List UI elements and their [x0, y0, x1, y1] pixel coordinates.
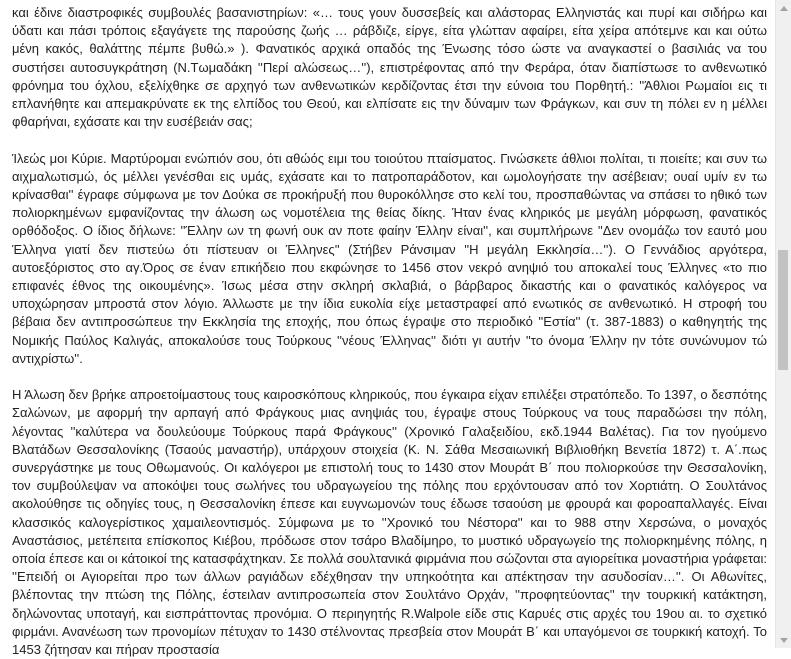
paragraph-2: Ίλεώς μοι Κύριε. Μαρτύρομαι ενώπιόν σου, ότι αθώός ειμι του τοιούτου πταίσματος. Γινώσκετε άθλιοι πολίται, τι ποιείτε; και συν τω αιχμαλωτισμώ, ός μέλλει γενέσθαι εις υμάς, εχάσατε και το πατροπαράδοτον, και ωμολογήσατε την ασέβειαν; ουαί υμίν εν τω κρίνασθαι'' έγραφε σύμφωνα με τον Δούκα σε προκήρυξή που θυροκόλλησε στο κελί του, προσπαθώντας να σπάσει το ηθικό των πολιορκημένων εμφανίζοντας την άλωση ως νομοτέλεια της θείας δίκης. Ήταν ένας κληρικός με μεγάλη μόρφωση, φανατικός ορθόδοξος. Ο ίδιος δήλωνε: ''Έλλην ων τη φωνή ουκ αν ποτε φαίην Έλλην είναι'', και συμπλήρωνε ''Δεν ονομάζω τον εαυτό μου Έλληνα γιατί δεν πιστεύω ότι πίστευαν οι Έλληνες'' (Στήβεν Ράνσιμαν ''Η μεγάλη Εκκλησία…''). Ο Γεννάδιος αργότερα, αυτοεξόριστος στο αγ.Όρος σε έναν επικήδειο που εκφώνησε το 1456 στον νεκρό ανηψιό του αποκαλεί τους Έλληνες «το πιο επιφανές έθνος της οικουμένης». Ίσως μέσα στην σκληρή σκλαβιά, ο βάρβαρος δικαστής και ο φανατικός καλόγερος να υποχώρησαν μπροστά στον λόγιο. Άλλωστε με την ίδια ευκολία είχε μεταστραφεί από ενωτικός σε ανθενωτικό. Η στροφή του βέβαια δεν αντιπροσώπευε την Εκκλησία της εποχής, που όπως έγραψε στο περιοδικό ''Εστία'' (τ. 387-1883) ο καθηγητής της Νομικής Παύλος Καλιγάς, αποκαλούσε τους Τούρκους ''νέους Έλληνας'' διότι γι αυτήν ''το όνομα Έλλην ην τότε συνώνυμον τώ αντιχρίστω''.	[12, 150, 767, 366]
scrollbar-thumb[interactable]	[778, 250, 788, 370]
paragraph-1: και έδινε διαστροφικές συμβουλές βασανιστηρίων: «… τους γουν δυσσεβείς και αλάστορας Ελληνιστάς και πυρί και σιδήρω και ύδατι και πάσι τρόποις εξαγάγετε της παρούσης ζωής … ράβδιζε, είργε, είτα γλώτταν αφαίρει, είτα χείρα απότεμνε και και ούτω μένη κακός, θαλάττης πέμπε βυθώ.» ). Φανατικός αρχικά οπαδός της Ένωσης τόσο ώστε να αναγκαστεί ο βασιλιάς να του συστήσει αυτοσυγκράτηση (Ν.Τωμαδάκη ''Περί αλώσεως…''), επιστρέφοντας από την Φεράρα, όταν διαπίστωσε το ανθενωτικό φρόνημα του όχλου, εξελίχθηκε σε αρχηγό των ανθενωτικών κερδίζοντας έτσι την εύνοια του Πορθητή.: ''Άθλιοι Ρωμαίοι εις τι επλανήθητε και απεμακρύνατε εκ της ελπίδος του Θεού, και ελπίσατε εις την δύναμιν των Φράγκων, και συν τη πόλει εν η μέλλει φθαρήναι, εχάσατε και την ευσέβειάν σας;	[12, 5, 767, 130]
vertical-scrollbar[interactable]	[775, 0, 791, 648]
scroll-up-button[interactable]	[776, 0, 791, 16]
chevron-down-icon	[780, 638, 788, 643]
paragraph-3: Η Άλωση δεν βρήκε απροετοίμαστους τους καιροσκόπους κληρικούς, που έγκαιρα είχαν επιλέξει στρατόπεδο. Το 1397, ο δεσπότης Σαλώνων, με αφορμή την αρπαγή από Φράγκους μιας ανηψιάς του, έγραψε στους Τούρκους να τους παραδώσει την πόλη, λέγοντας ''καλύτερα να δουλεύουμε Τούρκους παρά Φράγκους'' (Χρονικό Γαλαξειδίου, εκδ.1944 Βαλέτας). Για τον ηγούμενο Βλατάδων Θεσσαλονίκης (Τσαούς μαναστήρ), υπάρχουν στοιχεία (Κ. Ν. Σάθα Μεσαιωνική Βιβλιοθήκη Βενετία 1872) τ. Α΄.πως συνεργάστηκε με τους Οθωμανούς. Οι καλόγεροι με επιστολή τους το 1430 στον Μουράτ Β΄ που πολιορκούσε την Θεσσαλονίκη, τον συμβούλεψαν να αποκόψει τους σωλήνες του υδραγωγείου της πόλης που ερχόντουσαν από τον Χορτιάτη. Ο Σουλτάνος ακολούθησε τις οδηγίες τους, η Θεσσαλονίκη έπεσε και ευγνωμονών τους έδωσε τσαούση με φρουρά και φοροαπαλλαγές. Είναι κλασσικός καλογερίστικος χαμαιλεοντισμός. Σύμφωνα με το ''Χρονικό του Νέστορα'' και το 988 στην Χερσώνα, ο μοναχός Αναστάσιος, μετέπειτα επίσκοπος Κιέβου, πρόδωσε στον τσάρο Βλαδίμηρο, το μυστικό υδραγωγείο της πολιορκημένης πόλης, η οποία έπεσε και οι κάτοικοί της κατασφάχτηκαν. Σε πολλά σουλτανικά φιρμάνια που σώζονται στα αγιορείτικα μοναστήρια γράφεται: ''Επειδή οι Αγιορείται προ των άλλων ραγιάδων εδέχθησαν την υπηκοότητα και απέκτησαν την ασυδοσίαν…''. Οι Αθωνίτες, βλέποντας την πτώση της Πόλης, έστειλαν αντιπροσωπεία στον Σουλτάνο Ορχάν, ''προφητεύοντας'' την τουρκική κατάκτηση, δηλώνοντας υποταγή, και εισπράττοντας προνόμια. Ο περιηγητής R.Walpole είδε στις Καρυές στις αρχές του 19ου αι. το σχετικό φιρμάνι. Ανανέωση των προνομίων πέτυχαν το 1430 στέλνοντας πρεσβεία στον Μουράτ Β΄ και υπαγόμενοι σε τουρκική κατοχή. Το 1453 ζήτησαν και πήραν προστασία	[12, 387, 767, 658]
chevron-up-icon	[780, 6, 788, 11]
scroll-down-button[interactable]	[776, 632, 791, 648]
